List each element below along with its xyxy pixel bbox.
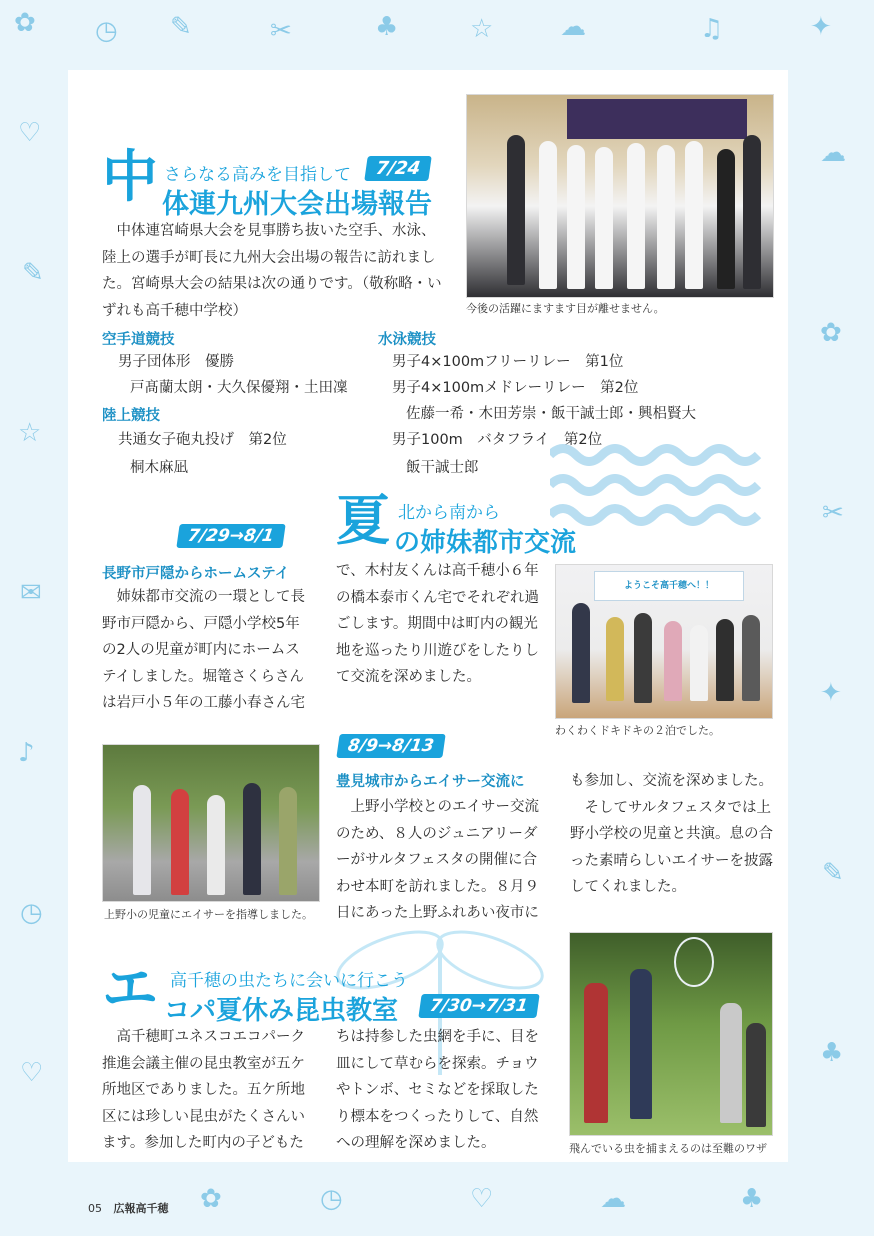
cloud-icon: ☁: [560, 12, 586, 42]
page-number: 05: [88, 1202, 102, 1215]
article-body: [102, 218, 442, 324]
headline-subtitle: 高千穂の虫たちに会いに行こう: [170, 971, 408, 991]
star-icon: ✦: [810, 12, 832, 42]
result-line: 男子4×100mメドレーリレー 第2位: [392, 380, 639, 396]
person-figure: [279, 787, 297, 895]
body-paragraph: 中体連宮崎県大会を見事勝ち抜いた空手、水泳、陸上の選手が町長に九州大会出場の報告に訪れました。宮崎県大会の結果は次の通りです。（敬称略・いずれも高千穂中学校）: [102, 223, 442, 319]
heart-icon: ♡: [20, 1058, 44, 1088]
person-figure: [567, 145, 585, 289]
photo-caption: 飛んでいる虫を捕まえるのは至難のワザ: [569, 1142, 767, 1155]
clock-icon: ◷: [95, 16, 118, 46]
body-paragraph: 姉妹都市交流の一環として長野市戸隠から、戸隠小学校5年の2人の児童が町内にホームステイしました。堀篭さくらさんは岩戸小５年の工藤小春さん宅: [102, 589, 305, 711]
date-tag: 8/9→8/13: [336, 734, 445, 758]
section-heading: 豊見城市からエイサー交流に: [336, 774, 525, 790]
person-figure: [630, 969, 652, 1119]
person-figure: [595, 147, 613, 289]
body-paragraph: ちは持参した虫網を手に、目を皿にして草むらを探索。チョウやトンボ、セミなどを採取したり標本をつくったりして、自然への理解を深めました。: [336, 1029, 539, 1151]
headline-subtitle: さらなる高みを目指して: [164, 165, 351, 185]
star-icon: ☆: [18, 418, 42, 448]
tree-icon: ♣: [740, 1184, 764, 1214]
section-heading-karate: 空手道競技: [102, 332, 175, 348]
person-figure: [664, 621, 682, 701]
person-figure: [627, 143, 645, 289]
person-figure: [746, 1023, 766, 1127]
article-body-col2: [336, 558, 544, 691]
person-figure: [171, 789, 189, 895]
result-names: 戸髙蘭太朗・大久保優翔・土田凜: [130, 380, 348, 396]
photo-caption: わくわくドキドキの２泊でした。: [555, 724, 720, 737]
person-figure: [716, 619, 734, 701]
person-figure: [584, 983, 608, 1123]
pencil-icon: ✎: [22, 258, 44, 288]
backdrop-banner: [567, 99, 747, 139]
person-figure: [685, 141, 703, 289]
pencil-icon: ✎: [170, 12, 192, 42]
clock-icon: ◷: [320, 1184, 343, 1214]
result-line: 男子団体形 優勝: [118, 354, 234, 370]
result-line: 共通女子砲丸投げ 第2位: [118, 432, 287, 448]
heart-icon: ♡: [470, 1184, 494, 1214]
section-heading-athletics: 陸上競技: [102, 408, 160, 424]
flower-icon: ✿: [14, 8, 36, 38]
scissors-icon: ✂: [270, 16, 292, 46]
photo-eisa: [102, 744, 320, 902]
person-figure: [539, 141, 557, 289]
headline-subtitle: 北から南から: [398, 503, 500, 523]
flower-icon: ✿: [200, 1184, 222, 1214]
scissors-icon: ✂: [822, 498, 844, 528]
publication-name: 広報高千穂: [113, 1202, 169, 1215]
article-body-col2: [336, 1024, 548, 1157]
wave-decoration: [550, 440, 762, 530]
photo-caption: 上野小の児童にエイサーを指導しました。: [104, 908, 313, 921]
photo-caption: 今後の活躍にますます目が離せません。: [466, 302, 665, 315]
section-heading-swimming: 水泳競技: [378, 332, 436, 348]
cloud-icon: ☁: [820, 138, 846, 168]
star-icon: ☆: [470, 14, 494, 44]
person-figure: [657, 145, 675, 289]
cloud-icon: ☁: [600, 1184, 626, 1214]
person-figure: [743, 135, 761, 289]
person-figure: [717, 149, 735, 289]
person-figure: [720, 1003, 742, 1123]
headline-kanji: 中: [102, 145, 158, 210]
insect-net: [674, 937, 714, 987]
person-figure: [133, 785, 151, 895]
music-note-icon: ♪: [18, 738, 35, 768]
person-figure: [572, 603, 590, 703]
result-names: 佐藤一希・木田芳崇・飯干誠士郎・興梠賢大: [406, 406, 696, 422]
body-paragraph: そしてサルタフェスタでは上野小学校の児童と共演。息の合った素晴らしいエイサーを披露してくれました。: [570, 799, 773, 895]
frame-top: [0, 0, 874, 70]
tree-icon: ♣: [375, 12, 399, 42]
page-footer: [88, 1200, 169, 1216]
result-names: 桐木麻凪: [130, 460, 188, 476]
person-figure: [243, 783, 261, 895]
article-body-col2: [570, 768, 778, 901]
person-figure: [207, 795, 225, 895]
body-paragraph: 高千穂町ユネスコエコパーク推進会議主催の昆虫教室が五ケ所地区でありました。五ケ所地区には珍しい昆虫がたくさんいます。参加した町内の子どもた: [102, 1029, 305, 1151]
headline-kanji: 夏: [336, 489, 390, 552]
headline-title: 体連九州大会出場報告: [162, 189, 432, 220]
result-names: 飯干誠士郎: [406, 460, 479, 476]
headline-kanji: エ: [102, 957, 158, 1022]
envelope-icon: ✉: [20, 578, 42, 608]
music-note-icon: ♫: [700, 14, 724, 44]
person-figure: [690, 625, 708, 701]
welcome-banner: ようこそ高千穂へ！！: [594, 571, 744, 601]
date-tag: 7/29→8/1: [176, 524, 285, 548]
article-body-col1: [102, 584, 312, 717]
person-figure: [742, 615, 760, 701]
heart-icon: ♡: [18, 118, 42, 148]
person-figure: [634, 613, 652, 703]
headline-title: の姉妹都市交流: [394, 528, 577, 558]
body-paragraph: で、木村友くんは高千穂小６年の橋本泰市くん宅でそれぞれ過ごします。期間中は町内の観光地を巡ったり川遊びをしたりして交流を深めました。: [336, 563, 539, 685]
photo-insect-class: [569, 932, 773, 1136]
article-body-col1: [102, 1024, 312, 1157]
date-tag: 7/30→7/31: [418, 994, 539, 1018]
section-heading: 長野市戸隠からホームステイ: [102, 566, 290, 582]
frame-left: [0, 0, 68, 1236]
body-paragraph: 上野小学校とのエイサー交流のため、８人のジュニアリーダーがサルタフェスタの開催に合わせ本町を訪れました。８月９日にあった上野ふれあい夜市に: [336, 799, 539, 921]
photo-team-report: [466, 94, 774, 298]
star-icon: ✦: [820, 678, 842, 708]
headline-title: コパ夏休み昆虫教室: [164, 996, 399, 1026]
body-paragraph: も参加し、交流を深めました。: [570, 773, 773, 789]
result-line: 男子100m バタフライ 第2位: [392, 432, 603, 448]
date-tag: 7/24: [364, 156, 432, 181]
person-figure: [606, 617, 624, 701]
result-line: 男子4×100mフリーリレー 第1位: [392, 354, 624, 370]
clock-icon: ◷: [20, 898, 43, 928]
tree-icon: ♣: [820, 1038, 844, 1068]
flower-icon: ✿: [820, 318, 842, 348]
person-figure: [507, 135, 525, 285]
pencil-icon: ✎: [822, 858, 844, 888]
photo-homestay: [555, 564, 773, 719]
